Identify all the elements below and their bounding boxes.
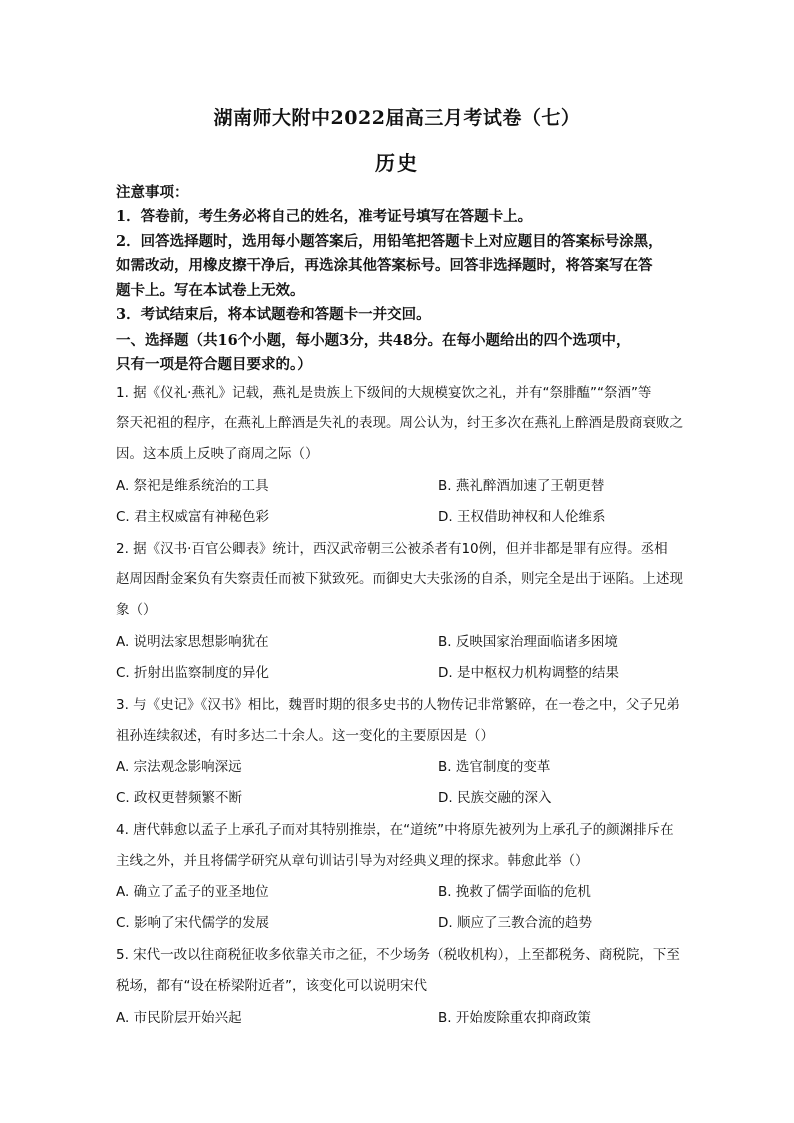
notes-line: 1．答卷前，考生务必将自己的姓名，准考证号填写在答题卡上。: [116, 208, 533, 225]
exam-title: 湖南师大附中2022届高三月考试卷（七）: [213, 107, 581, 129]
question-text: 主线之外，并且将儒学研究从章句训诂引导为对经典义理的探求。韩愈此举（）: [116, 853, 589, 869]
option-c: C. 君主权威富有神秘色彩: [116, 509, 270, 525]
option-a: A. 市民阶层开始兴起: [116, 1010, 242, 1026]
notes-line: 如需改动，用橡皮擦干净后，再选涂其他答案标号。回答非选择题时，将答案写在答: [116, 257, 653, 274]
option-a: A. 宗法观念影响深远: [116, 759, 242, 775]
option-d: D. 顺应了三教合流的趋势: [438, 915, 592, 931]
notes-line: 3．考试结束后，将本试题卷和答题卡一并交回。: [116, 306, 431, 323]
question-text: 祖孙连续叙述，有时多达二十余人。这一变化的主要原因是（）: [116, 728, 494, 744]
option-a: A. 说明法家思想影响犹在: [116, 634, 269, 650]
subject-heading: 历史: [375, 151, 419, 175]
option-d: D. 王权借助神权和人伦维系: [438, 509, 606, 525]
option-b: B. 挽救了儒学面临的危机: [438, 884, 591, 900]
question-text: 3. 与《史记》《汉书》相比，魏晋时期的很多史书的人物传记非常繁碎，在一卷之中，父子兄弟: [116, 697, 680, 713]
question-text: 1. 据《仪礼·燕礼》记载，燕礼是贵族上下级间的大规模宴饮之礼，并有“祭腓醢”“祭酒”等: [116, 385, 652, 401]
question-text: 2. 据《汉书·百官公卿表》统计，西汉武帝朝三公被杀者有10例，但并非都是罪有应得。丞相: [116, 541, 668, 557]
question-text: 因。这本质上反映了商周之际（）: [116, 446, 319, 462]
section-line: 只有一项是符合题目要求的。）: [116, 356, 312, 373]
question-text: 4. 唐代韩愈以孟子上承孔子而对其特别推崇，在“道统”中将原先被列为上承孔子的颜渊排斥在: [116, 822, 674, 838]
option-b: B. 开始废除重农抑商政策: [438, 1010, 591, 1026]
option-a: A. 祭祀是维系统治的工具: [116, 478, 269, 494]
notes-heading: 注意事项：: [116, 184, 189, 201]
option-a: A. 确立了孟子的亚圣地位: [116, 884, 269, 900]
question-text: 象（）: [116, 602, 157, 618]
option-b: B. 选官制度的变革: [438, 759, 551, 775]
option-d: D. 是中枢权力机构调整的结果: [438, 665, 619, 681]
question-text: 祭天祀祖的程序，在燕礼上醉酒是失礼的表现。周公认为，纣王多次在燕礼上醉酒是殷商衰败之: [116, 415, 683, 431]
question-text: 赵周因酎金案负有失察责任而被下狱致死。而御史大夫张汤的自杀，则完全是出于诬陷。上述现: [116, 571, 683, 587]
notes-line: 2．回答选择题时，选用每小题答案后，用铅笔把答题卡上对应题目的答案标号涂黑，: [116, 233, 663, 250]
option-c: C. 影响了宋代儒学的发展: [116, 915, 270, 931]
notes-line: 题卡上。写在本试卷上无效。: [116, 282, 305, 299]
option-b: B. 燕礼醉酒加速了王朝更替: [438, 478, 605, 494]
option-d: D. 民族交融的深入: [438, 790, 552, 806]
question-text: 税场，都有“设在桥梁附近者”，该变化可以说明宋代: [116, 978, 427, 994]
option-b: B. 反映国家治理面临诸多困境: [438, 634, 618, 650]
option-c: C. 政权更替频繁不断: [116, 790, 243, 806]
option-c: C. 折射出监察制度的异化: [116, 665, 270, 681]
section-line: 一、选择题（共16个小题，每小题3分，共48分。在每小题给出的四个选项中，: [116, 332, 631, 349]
question-text: 5. 宋代一改以往商税征收多依靠关市之征，不少场务（税收机构），上至都税务、商税院，下至: [116, 947, 680, 963]
